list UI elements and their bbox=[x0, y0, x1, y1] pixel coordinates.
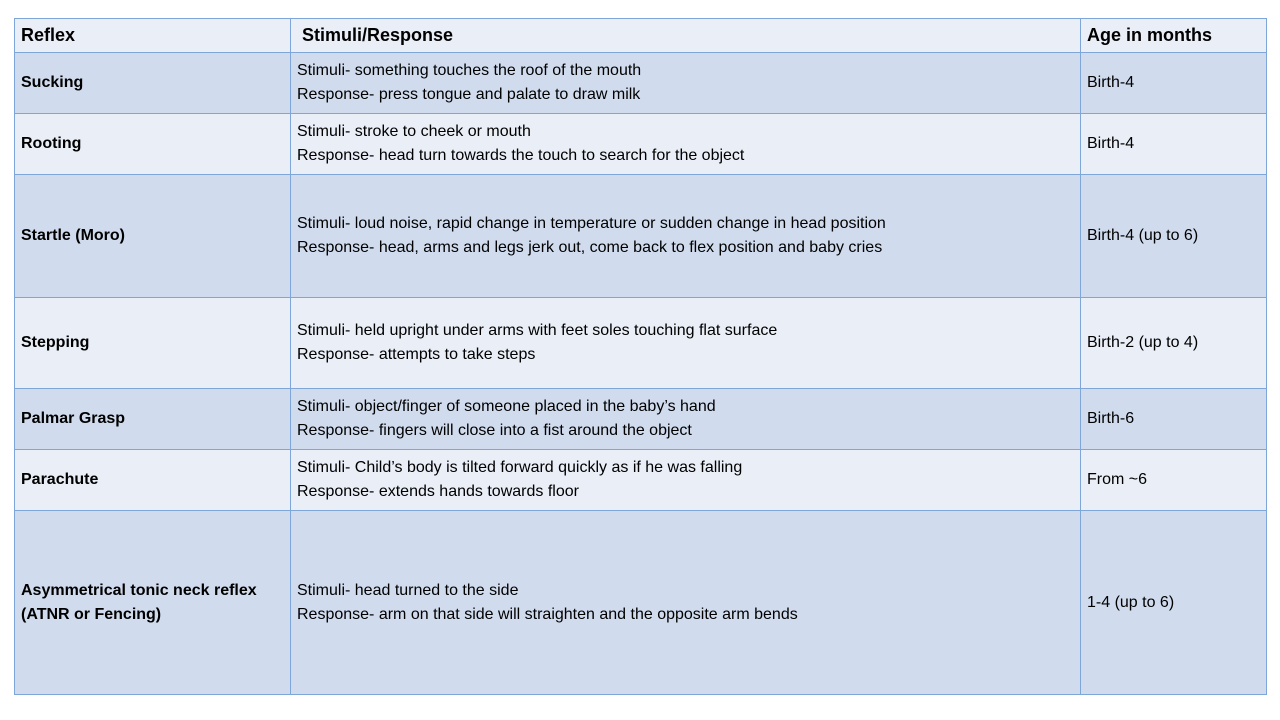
table-row bbox=[15, 175, 1267, 298]
reflex-table-container bbox=[14, 18, 1266, 695]
table-row bbox=[15, 298, 1267, 389]
stimuli-text: Stimuli- stroke to cheek or mouth bbox=[297, 123, 531, 140]
header-stimuli-response: Stimuli/Response bbox=[291, 19, 1081, 53]
reflex-name bbox=[15, 389, 291, 450]
stimuli-response-cell bbox=[291, 114, 1081, 175]
reflex-name-line: Sucking bbox=[21, 74, 84, 91]
stimuli-text: Stimuli- held upright under arms with feet soles touching flat surface bbox=[297, 322, 778, 339]
table-row bbox=[15, 450, 1267, 511]
response-text: Response- arm on that side will straighten and the opposite arm bends bbox=[297, 605, 798, 623]
reflex-name bbox=[15, 450, 291, 511]
table-row bbox=[15, 389, 1267, 450]
reflex-name-line: Palmar Grasp bbox=[21, 410, 126, 427]
age-cell: From ~6 bbox=[1081, 450, 1267, 511]
table-row bbox=[15, 114, 1267, 175]
header-row bbox=[15, 19, 1267, 53]
reflex-name-line: (ATNR or Fencing) bbox=[21, 605, 162, 623]
stimuli-response-cell bbox=[291, 298, 1081, 389]
reflex-name bbox=[15, 53, 291, 114]
stimuli-text: Stimuli- Child’s body is tilted forward quickly as if he was falling bbox=[297, 459, 743, 476]
stimuli-text: Stimuli- loud noise, rapid change in temperature or sudden change in head position bbox=[297, 215, 886, 232]
stimuli-response-cell bbox=[291, 389, 1081, 450]
response-text: Response- attempts to take steps bbox=[297, 346, 536, 363]
response-text: Response- fingers will close into a fist around the object bbox=[297, 422, 692, 439]
response-text: Response- head turn towards the touch to search for the object bbox=[297, 147, 745, 164]
stimuli-response-cell bbox=[291, 511, 1081, 695]
reflex-name-line: Asymmetrical tonic neck reflex bbox=[21, 581, 257, 599]
stimuli-text: Stimuli- something touches the roof of the mouth bbox=[297, 62, 642, 79]
header-age: Age in months bbox=[1081, 19, 1267, 53]
table-row bbox=[15, 53, 1267, 114]
age-cell: Birth-4 bbox=[1081, 53, 1267, 114]
response-text: Response- head, arms and legs jerk out, come back to flex position and baby cries bbox=[297, 239, 883, 256]
reflex-name bbox=[15, 298, 291, 389]
stimuli-response-cell bbox=[291, 53, 1081, 114]
table-row bbox=[15, 511, 1267, 695]
reflex-name-line: Rooting bbox=[21, 135, 82, 152]
stimuli-text: Stimuli- object/finger of someone placed in the baby’s hand bbox=[297, 398, 716, 415]
reflex-name bbox=[15, 511, 291, 695]
age-cell: Birth-4 (up to 6) bbox=[1081, 175, 1267, 298]
reflex-table bbox=[14, 18, 1267, 695]
reflex-name-line: Startle (Moro) bbox=[21, 227, 125, 244]
reflex-name-line: Stepping bbox=[21, 334, 90, 351]
reflex-name-line: Parachute bbox=[21, 471, 99, 488]
age-cell: Birth-6 bbox=[1081, 389, 1267, 450]
header-reflex: Reflex bbox=[15, 19, 291, 53]
response-text: Response- press tongue and palate to draw milk bbox=[297, 86, 641, 103]
age-cell: Birth-4 bbox=[1081, 114, 1267, 175]
reflex-name bbox=[15, 175, 291, 298]
age-cell: Birth-2 (up to 4) bbox=[1081, 298, 1267, 389]
stimuli-text: Stimuli- head turned to the side bbox=[297, 581, 519, 599]
stimuli-response-cell bbox=[291, 175, 1081, 298]
stimuli-response-cell bbox=[291, 450, 1081, 511]
reflex-name bbox=[15, 114, 291, 175]
age-cell: 1-4 (up to 6) bbox=[1081, 511, 1267, 695]
response-text: Response- extends hands towards floor bbox=[297, 483, 579, 500]
